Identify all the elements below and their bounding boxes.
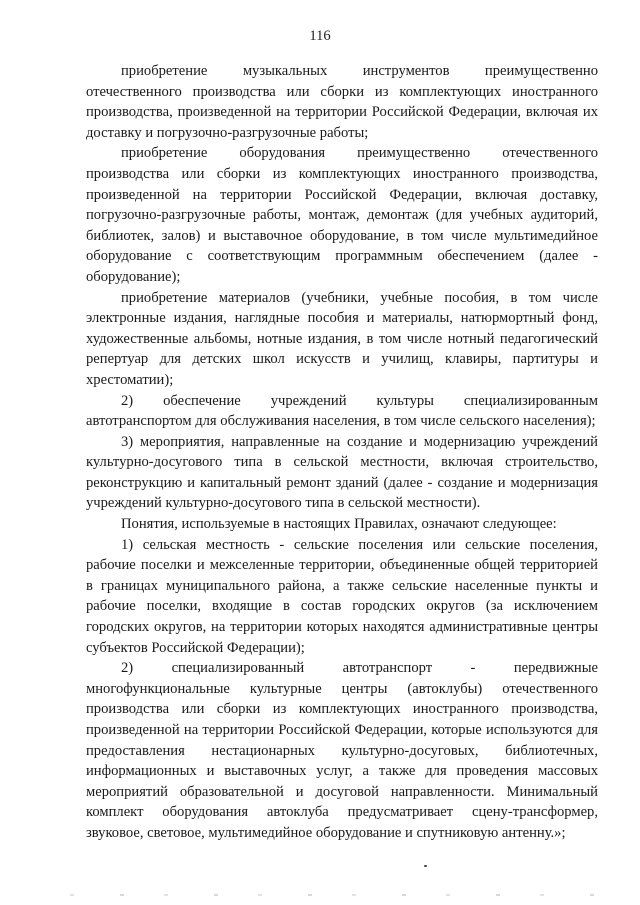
- scan-speck: [424, 865, 427, 867]
- paragraph: 3) мероприятия, направленные на создание и модернизацию учреждений культурно-досугового типа в сельской местности, включая строительство, реконструкцию и капитальный ремонт зданий (далее - создание и модернизация учреждений культурно-досугового типа в сельской местности).: [86, 433, 598, 512]
- page-number: 116: [309, 28, 331, 44]
- paragraph: Понятия, используемые в настоящих Правилах, означают следующее:: [121, 516, 557, 533]
- document-body: [86, 61, 598, 844]
- paragraph: 1) сельская местность - сельские поселения или сельские поселения, рабочие поселки и межселенные территории, объединенные общей территорией в границах муниципального района, а также сельские населенные пункты и рабочие поселки, входящие в состав городских округов (за исключением городских округов, на территории которых находятся административные центры субъектов Российской Федерации);: [86, 536, 598, 656]
- paragraph: приобретение оборудования преимущественно отечественного производства или сборки из комплектующих иностранного производства, произведенной на территории Российской Федерации, включая доставку, погрузочно-разгрузочные работы, монтаж, демонтаж (для учебных аудиторий, библиотек, залов) и выставочное оборудование, в том числе мультимедийное оборудование с соответствующим программным обеспечением (далее - оборудование);: [86, 145, 598, 285]
- paragraph: приобретение музыкальных инструментов преимущественно отечественного производства или сборки из комплектующих иностранного производства, произведенной на территории Российской Федерации, включая их доставку и погрузочно-разгрузочные работы;: [86, 63, 598, 141]
- paragraph: 2) обеспечение учреждений культуры специализированным автотранспортом для обслуживания населения, в том числе сельского населения);: [86, 392, 598, 430]
- scan-artifact-line: [30, 894, 610, 896]
- paragraph: 2) специализированный автотранспорт - передвижные многофункциональные культурные центры (автоклубы) отечественного производства или сборки из комплектующих иностранного производства, произведенной на территории Российской Федерации, которые используются для предоставления нестационарных культурно-досуговых, библиотечных, информационных и выставочных услуг, а также для проведения массовых мероприятий образовательной и досуговой направленности. Минимальный комплект оборудования автоклуба предусматривает сцену-трансформер, звуковое, световое, мультимедийное оборудование и спутниковую антенну.»;: [86, 660, 598, 841]
- paragraph: приобретение материалов (учебники, учебные пособия, в том числе электронные издания, наглядные пособия и материалы, натюрмортный фонд, художественные альбомы, нотные издания, в том числе нотный педагогический репертуар для детских школ искусств и училищ, клавиры, партитуры и хрестоматии);: [86, 289, 598, 388]
